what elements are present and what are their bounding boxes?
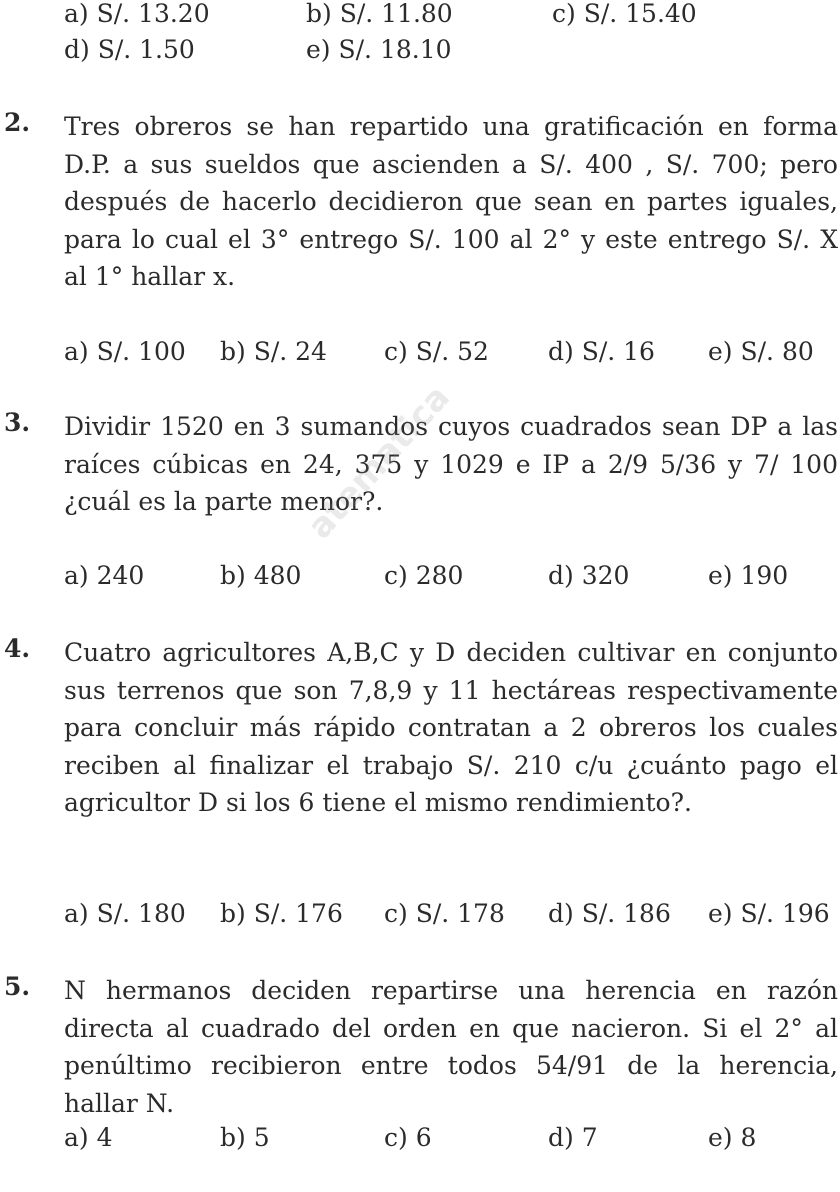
watermark: atematica: [300, 377, 458, 547]
problem-number: 2.: [4, 108, 31, 137]
option-e: e) S/. 196: [708, 899, 830, 928]
option-a: a) 4: [64, 1123, 113, 1152]
option-b: b) 480: [220, 561, 302, 590]
option-d: d) 7: [548, 1123, 598, 1152]
option-e: e) 190: [708, 561, 789, 590]
option-d: d) S/. 16: [548, 337, 655, 366]
problem-text: Tres obreros se han repartido una gratificación en forma D.P. a sus sueldos que ascienden a S/. 400 , S/. 700; pero después de hacerlo decidieron que sean en partes iguales, para lo cual el 3° entrego S/. 100 al 2° y este entrego S/. X al 1° hallar x.: [64, 112, 838, 291]
option-c: c) S/. 15.40: [552, 0, 697, 28]
option-b: b) S/. 11.80: [306, 0, 453, 28]
problem-text: N hermanos deciden repartirse una herencia en razón directa al cuadrado del orden en que nacieron. Si el 2° al penúltimo recibieron entre todos 54/91 de la herencia, hallar N.: [64, 976, 838, 1118]
option-a: a) S/. 13.20: [64, 0, 210, 28]
option-d: d) S/. 1.50: [64, 35, 195, 64]
problem-number: 3.: [4, 408, 31, 437]
option-a: a) 240: [64, 561, 145, 590]
problem-number: 5.: [4, 972, 31, 1001]
option-d: d) 320: [548, 561, 630, 590]
option-b: b) S/. 176: [220, 899, 343, 928]
option-c: c) S/. 52: [384, 337, 489, 366]
option-a: a) S/. 180: [64, 899, 186, 928]
option-b: b) 5: [220, 1123, 270, 1152]
option-d: d) S/. 186: [548, 899, 671, 928]
option-e: e) S/. 18.10: [306, 35, 452, 64]
option-b: b) S/. 24: [220, 337, 327, 366]
option-a: a) S/. 100: [64, 337, 186, 366]
problem-number: 4.: [4, 634, 31, 663]
option-c: c) 280: [384, 561, 464, 590]
problem-text: Dividir 1520 en 3 sumandos cuyos cuadrados sean DP a las raíces cúbicas en 24, 375 y 1029 e IP a 2/9 5/36 y 7/ 100 ¿cuál es la parte menor?.: [64, 412, 838, 516]
option-e: e) 8: [708, 1123, 757, 1152]
option-c: c) 6: [384, 1123, 432, 1152]
option-e: e) S/. 80: [708, 337, 814, 366]
option-c: c) S/. 178: [384, 899, 505, 928]
problem-text: Cuatro agricultores A,B,C y D deciden cultivar en conjunto sus terrenos que son 7,8,9 y 11 hectáreas respectivamente para concluir más rápido contratan a 2 obreros los cuales reciben al finalizar el trabajo S/. 210 c/u ¿cuánto pago el agricultor D si los 6 tiene el mismo rendimiento?.: [64, 638, 838, 817]
